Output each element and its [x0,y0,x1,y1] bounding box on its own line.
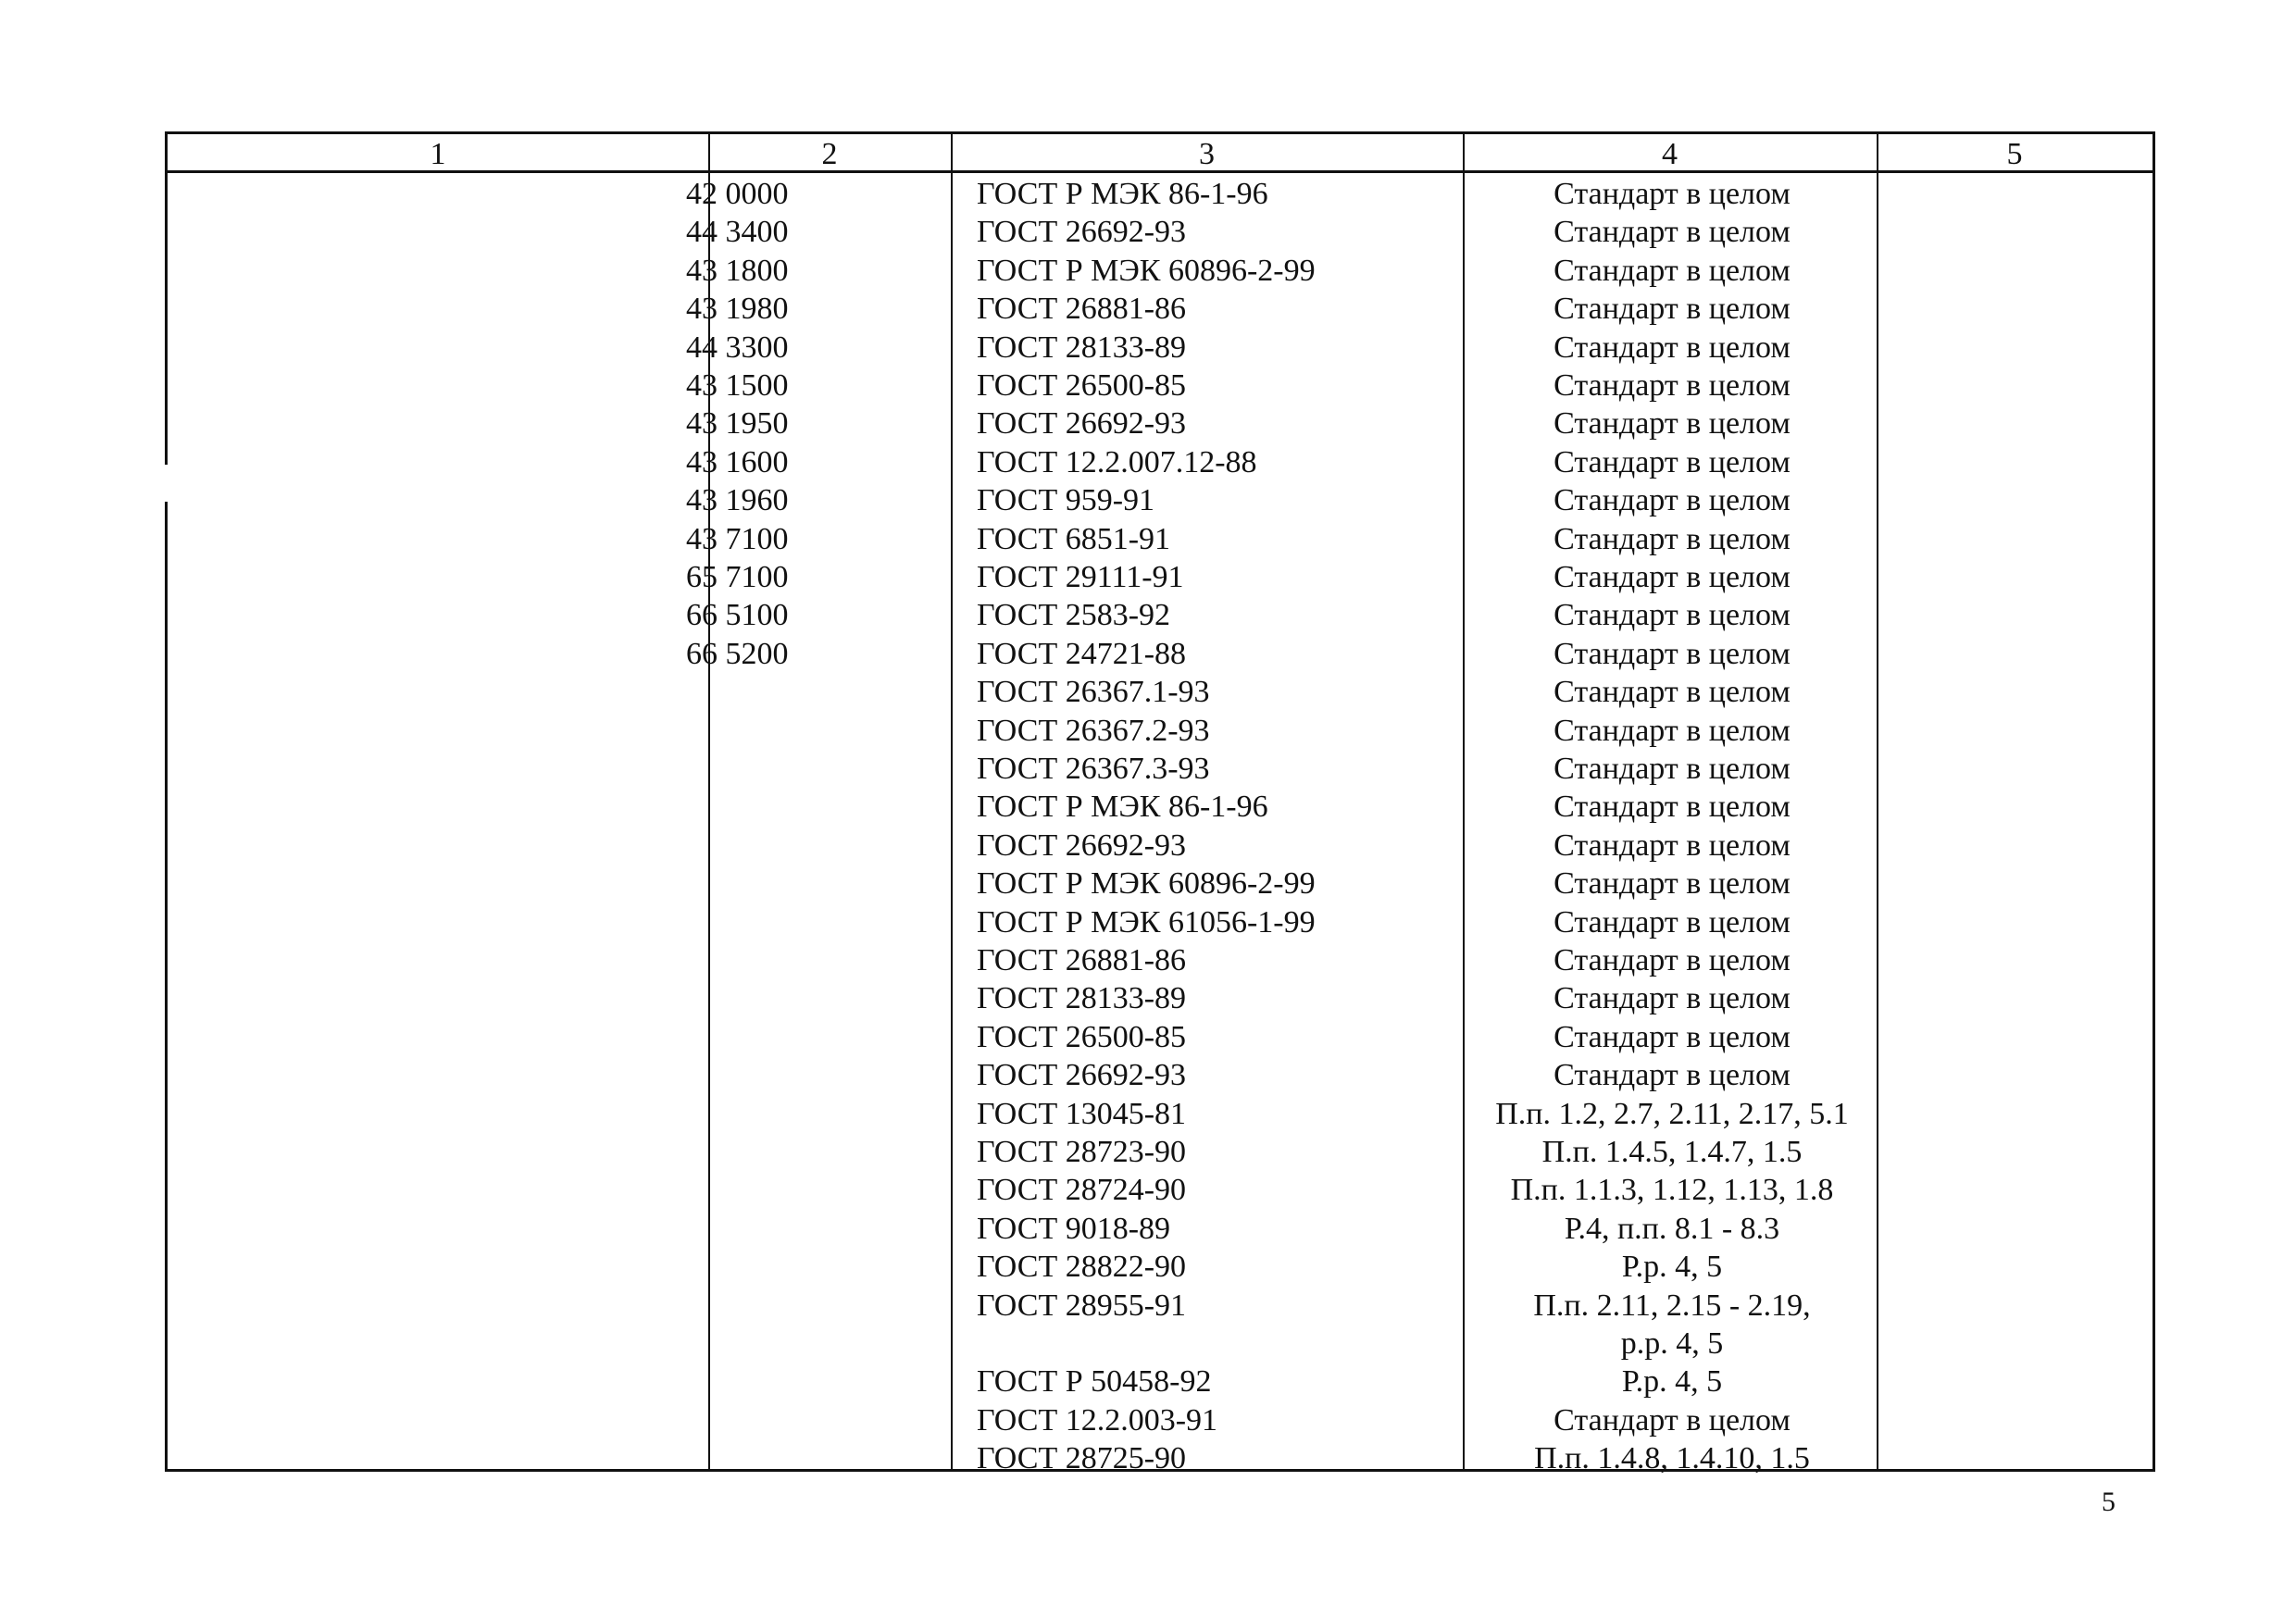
table-row [168,481,2152,519]
header-col-1: 1 [430,137,446,171]
scope-cell: Стандарт в целом [1554,943,1791,977]
scope-cell: Стандарт в целом [1554,713,1791,748]
scope-cell: Стандарт в целом [1554,598,1791,633]
standard-cell: ГОСТ 9018-89 [977,1211,1171,1246]
okp-code-cell [686,941,834,979]
table-row [168,1171,2152,1209]
standard-cell: ГОСТ 28133-89 [977,981,1187,1016]
scope-cell: Стандарт в целом [1554,253,1791,288]
scope-cell: Стандарт в целом [1554,177,1791,211]
okp-code-cell [686,1325,834,1363]
okp-code-cell [686,903,834,941]
standard-cell: ГОСТ 26692-93 [977,1058,1187,1093]
table-row [168,175,2152,213]
standard-cell: ГОСТ 28955-91 [977,1288,1187,1323]
okp-code-cell: 43 1960 [686,483,789,518]
table-row [168,635,2152,673]
scope-cell: Стандарт в целом [1554,981,1791,1016]
table-row [168,712,2152,750]
table-row [168,903,2152,941]
scope-cell: Стандарт в целом [1554,215,1791,250]
standard-cell: ГОСТ 26500-85 [977,1019,1187,1054]
scope-cell: Стандарт в целом [1554,1019,1791,1054]
scope-cell: Стандарт в целом [1554,752,1791,786]
scope-cell: Стандарт в целом [1554,483,1791,518]
standard-cell: ГОСТ 26692-93 [977,828,1187,863]
table-row [168,979,2152,1017]
table-row [168,1210,2152,1248]
standard-cell: ГОСТ 29111-91 [977,560,1184,594]
scope-cell: П.п. 1.4.8, 1.4.10, 1.5 [1534,1441,1810,1476]
table-row [168,329,2152,367]
table-row [168,827,2152,865]
scope-cell: Стандарт в целом [1554,904,1791,940]
standard-cell: ГОСТ 959-91 [977,483,1155,518]
standard-cell: ГОСТ 26881-86 [977,292,1187,327]
scope-cell: Стандарт в целом [1554,1402,1791,1438]
okp-code-cell [686,712,834,750]
standard-cell: ГОСТ 6851-91 [977,521,1171,556]
standard-cell: ГОСТ 12.2.003-91 [977,1402,1218,1438]
table-row [168,1056,2152,1094]
okp-code-cell [686,1287,834,1325]
standard-cell: ГОСТ 28723-90 [977,1135,1187,1169]
table-row [168,1248,2152,1286]
standard-cell: ГОСТ 26692-93 [977,406,1187,442]
header-col-5: 5 [2006,137,2023,171]
okp-code-cell [686,1248,834,1286]
standard-cell: ГОСТ 13045-81 [977,1096,1187,1131]
standard-cell: ГОСТ Р МЭК 86-1-96 [977,790,1268,825]
scope-cell: Стандарт в целом [1554,828,1791,863]
table-row [168,1401,2152,1439]
okp-code-cell [686,1018,834,1056]
okp-code-cell [686,1363,834,1400]
table-row [168,404,2152,442]
standard-cell: ГОСТ 28822-90 [977,1250,1187,1285]
standard-cell [977,1325,1477,1363]
okp-code-cell: 44 3400 [686,215,789,250]
table-row [168,290,2152,328]
scope-cell: П.п. 1.1.3, 1.12, 1.13, 1.8 [1510,1173,1834,1208]
okp-code-cell [686,788,834,826]
standard-cell: ГОСТ 26367.3-93 [977,752,1210,786]
okp-code-cell [686,979,834,1017]
okp-code-cell: 42 0000 [686,177,789,211]
okp-code-cell [686,865,834,902]
page-number: 5 [2102,1487,2115,1517]
standard-cell: ГОСТ 28725-90 [977,1441,1187,1476]
standard-cell: ГОСТ 2583-92 [977,598,1171,633]
scope-cell: Стандарт в целом [1554,866,1791,902]
okp-code-cell [686,1210,834,1248]
scope-cell: Стандарт в целом [1554,444,1791,479]
scope-cell: Р.р. 4, 5 [1621,1250,1723,1285]
table-row [168,1133,2152,1171]
table-row [168,252,2152,290]
standard-cell: ГОСТ 28724-90 [977,1173,1187,1208]
standard-cell: ГОСТ 26692-93 [977,215,1187,250]
table-row [168,1325,2152,1363]
okp-code-cell: 43 1500 [686,368,789,403]
scope-cell: Стандарт в целом [1554,560,1791,594]
standard-cell: ГОСТ 28133-89 [977,330,1187,365]
okp-code-cell: 43 1800 [686,253,789,288]
standard-cell: ГОСТ 24721-88 [977,636,1187,671]
table-row [168,750,2152,788]
table-row [168,865,2152,902]
table-row [168,596,2152,634]
table-row [168,367,2152,404]
table-row [168,1287,2152,1325]
standard-cell: ГОСТ Р МЭК 86-1-96 [977,177,1268,211]
okp-code-cell: 65 7100 [686,560,789,594]
scope-cell: Стандарт в целом [1554,790,1791,825]
okp-code-cell: 43 1950 [686,406,789,442]
table-row [168,558,2152,596]
scope-cell: Р.4, п.п. 8.1 - 8.3 [1564,1211,1780,1246]
okp-code-cell: 43 7100 [686,521,789,556]
scope-cell: П.п. 1.2, 2.7, 2.11, 2.17, 5.1 [1495,1096,1849,1131]
scope-cell: П.п. 2.11, 2.15 - 2.19, [1533,1288,1811,1323]
scope-cell: Стандарт в целом [1554,330,1791,365]
table-row [168,788,2152,826]
scope-cell: Стандарт в целом [1554,521,1791,556]
standard-cell: ГОСТ 26881-86 [977,943,1187,977]
okp-code-cell: 44 3300 [686,330,789,365]
scope-cell: Стандарт в целом [1554,1058,1791,1093]
table-row [168,213,2152,251]
okp-code-cell [686,1401,834,1439]
okp-code-cell: 66 5100 [686,598,789,633]
table-row [168,520,2152,558]
scope-cell: Стандарт в целом [1554,292,1791,327]
standard-cell: ГОСТ 26500-85 [977,368,1187,403]
standard-cell: ГОСТ 26367.1-93 [977,675,1210,710]
scope-cell: Стандарт в целом [1554,636,1791,671]
standard-cell: ГОСТ Р МЭК 60896-2-99 [977,866,1316,902]
header-col-3: 3 [1199,137,1215,171]
scope-cell: Стандарт в целом [1554,368,1791,403]
standard-cell: ГОСТ 12.2.007.12-88 [977,444,1257,479]
table-row [168,673,2152,711]
table-header-row [168,134,2152,173]
okp-code-cell [686,1439,834,1477]
scope-cell: П.п. 1.4.5, 1.4.7, 1.5 [1541,1135,1803,1169]
table-row [168,443,2152,481]
scope-cell: р.р. 4, 5 [1620,1326,1724,1361]
header-col-4: 4 [1662,137,1678,171]
okp-code-cell [686,1171,834,1209]
okp-code-cell [686,1133,834,1171]
scope-cell: Р.р. 4, 5 [1621,1364,1723,1400]
scope-cell: Стандарт в целом [1554,675,1791,710]
table-row [168,1018,2152,1056]
okp-code-cell: 43 1980 [686,292,789,327]
standard-cell: ГОСТ 26367.2-93 [977,713,1210,748]
standards-table [165,131,2155,1476]
table-row [168,1439,2152,1477]
header-col-2: 2 [821,137,838,171]
okp-code-cell: 43 1600 [686,444,789,479]
okp-code-cell [686,827,834,865]
table-row [168,1363,2152,1400]
standard-cell: ГОСТ Р МЭК 61056-1-99 [977,904,1316,940]
okp-code-cell [686,673,834,711]
table-row [168,941,2152,979]
okp-code-cell [686,1095,834,1133]
table-row [168,1095,2152,1133]
scope-cell: Стандарт в целом [1554,406,1791,442]
okp-code-cell [686,750,834,788]
okp-code-cell [686,1056,834,1094]
okp-code-cell: 66 5200 [686,636,789,671]
standard-cell: ГОСТ Р МЭК 60896-2-99 [977,253,1316,288]
standard-cell: ГОСТ Р 50458-92 [977,1364,1212,1400]
